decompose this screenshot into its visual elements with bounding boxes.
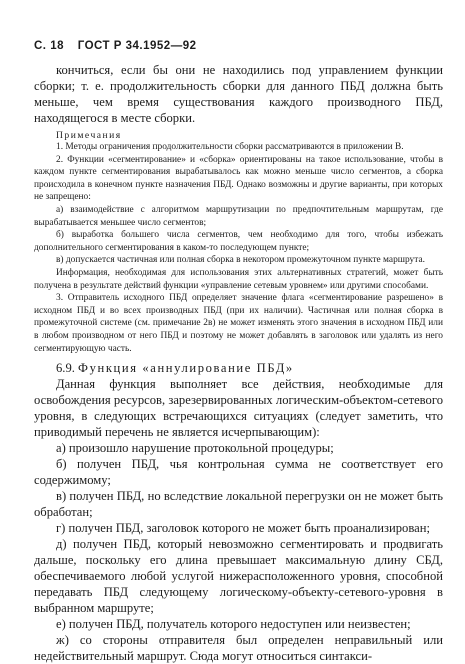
section-number: 6.9. <box>56 361 75 376</box>
note-item: Информация, необходимая для использования этих альтернативных стратегий, может быть получена в результате действий функции «управление сетевым уровнем» или другими способами. <box>34 267 443 291</box>
page-header <box>34 40 443 52</box>
note-item: 2. Функции «сегментирование» и «сборка» ориентированы на такое использование, чтобы в каждом пункте сегментирования вырабатывалось как можно меньше число сегментов, а сборка происходила в конечном пункте назначения ПБД. Однако возможны и другие варианты, при которых не запрещено: <box>34 154 443 203</box>
note-item: а) взаимодействие с алгоритмом маршрутизации по предпочтительным маршрутам, где вырабатывается меньшее число сегментов; <box>34 204 443 228</box>
section-heading <box>34 360 443 376</box>
list-item: б) получен ПБД, чья контрольная сумма не соответствует его содержимому; <box>34 457 443 488</box>
note-item: в) допускается частичная или полная сборка в некотором промежуточном пункте маршрута. <box>56 255 425 266</box>
list-item: в) получен ПБД, но вследствие локальной перегрузки он не может быть обработан; <box>34 489 443 520</box>
section-title: Функция «аннулирование ПБД» <box>78 361 294 376</box>
notes-title: Примечания <box>56 130 122 141</box>
list-item: ж) со стороны отправителя был определен неправильный или недействительный маршрут. Сюда могут относиться синтакси- <box>34 633 443 664</box>
note-item: 3. Отправитель исходного ПБД определяет значение флага «сегментирование разрешено» в исходном ПБД и во всех производных ПБД (при их наличии). Частичная или полная сборка в промежуточной системе (см. примечание 2в) не может изменять этого значения в исходном ПБД или в любом производном от него ПБД и поэтому не может добавлять в заголовок или удалять из него сегментирующую часть. <box>34 293 443 354</box>
intro-paragraph: кончиться, если бы они не находились под управлением функции сборки; т. е. продолжительность сборки для данного ПБД должна быть меньше, чем время существования каждого производного ПБД, находящегося в месте сборки. <box>34 63 443 125</box>
list-item: е) получен ПБД, получатель которого недоступен или неизвестен; <box>56 617 411 632</box>
section-body <box>34 376 443 664</box>
body-paragraph: Данная функция выполняет все действия, необходимые для освобождения ресурсов, зарезервированных логическим-объектом-сетевого уровня, в следующих встречающихся ситуациях (следует заметить, что приводимый перечень не является исчерпывающим): <box>34 377 443 440</box>
list-item: д) получен ПБД, который невозможно сегментировать и продвигать дальше, поскольку его длина превышает максимальную длину СБД, обеспечиваемого любой услугой нижерасположенного уровня, способной передавать ПБД следующему логическому-объекту-сетевого-уровня в выбранном маршруте; <box>34 537 443 616</box>
note-item: 1. Методы ограничения продолжительности сборки рассматриваются в приложении В. <box>56 142 404 152</box>
notes-block <box>34 141 443 355</box>
list-item: а) произошло нарушение протокольной процедуры; <box>56 441 334 456</box>
page-number: С. 18 <box>34 40 64 52</box>
standard-designation: ГОСТ Р 34.1952—92 <box>77 40 197 52</box>
note-item: б) выработка большего числа сегментов, чем необходимо для того, чтобы избежать дополнительного сегментирования в каком-то последующем пункте; <box>34 230 443 253</box>
list-item: г) получен ПБД, заголовок которого не может быть проанализирован; <box>56 521 430 536</box>
